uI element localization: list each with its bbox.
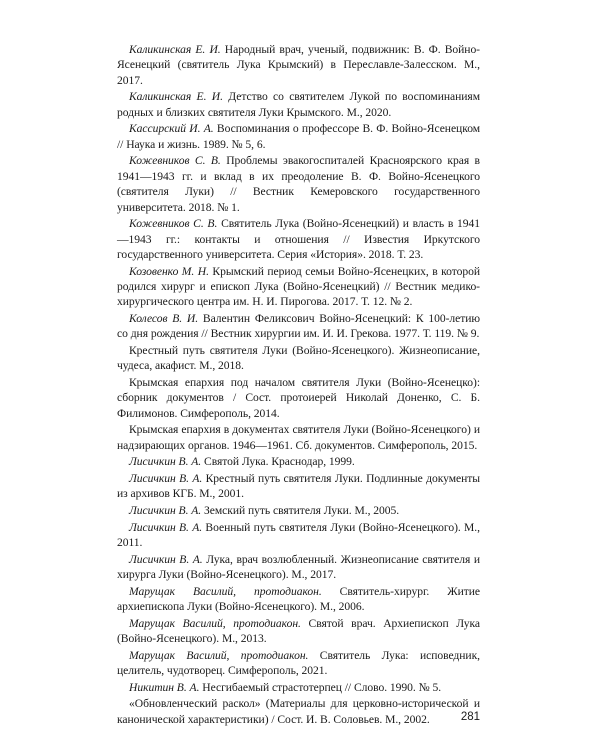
entry-text: Крымская епархия в документах святителя Луки (Войно-Ясенецкого) и надзирающих органов. 1946—1961. Сб. документов. Симферополь, 2015. [117,423,480,452]
entry-author: Лисичкин В. А. [129,504,202,518]
entry-author: Лисичкин В. А. [129,520,203,534]
entry-text: Лука, врач возлюбленный. Жизнеописание святителя и хирурга Луки (Войно-Ясенецкого). М., 2017. [117,552,480,582]
entry-text: Крестный путь святителя Луки (Войно-Ясенецкого). Жизнеописание, чудеса, акафист. М., 2018. [117,344,480,373]
entry-text: Святитель-хирург. Житие архиепископа Луки (Войно-Ясенецкого). М., 2006. [117,584,480,614]
bibliography-entry [117,375,480,421]
entry-text: Святой Лука. Краснодар, 1999. [201,455,355,469]
bibliography-entry [117,343,480,374]
entry-author: Марущак Василий, протодиакон. [129,648,309,662]
bibliography-entry [117,153,480,215]
entry-text: Крестный путь святителя Луки. Подлинные документы из архивов КГБ. М., 2001. [117,472,480,501]
entry-author: Каликинская Е. И. [129,43,221,56]
entry-author: Кожевников С. В. [129,217,218,231]
entry-text: Земский путь святителя Луки. М., 2005. [201,504,400,518]
bibliography-entry [117,311,480,342]
bibliography-entry [117,552,480,583]
bibliography-entry [117,121,480,152]
entry-text: Святитель Лука: исповедник, целитель, чудотворец. Симферополь, 2021. [117,648,480,678]
entry-text: Валентин Феликсович Войно-Ясенецкий: К 100-летию со дня рождения // Вестник хирургии им. И. И. Грекова. 1977. Т. 119. № 9. [117,312,481,341]
bibliography-page [117,42,480,728]
bibliography-entry [117,696,480,727]
entry-text: Детство со святителем Лукой по воспоминаниям родных и близких святителя Луки Крымского. М., 2020. [117,90,480,119]
entry-text: Военный путь святителя Луки (Войно-Ясенецкого). М., 2011. [117,520,481,550]
entry-text: «Обновленческий раскол» (Материалы для церковно-исторической и канонической характеристики) / Сост. И. В. Соловьев. М., 2002. [117,697,480,726]
entry-author: Колесов В. И. [129,312,199,326]
entry-text: Крымский период семьи Войно-Ясенецких, в которой родился хирург и епископ Лука (Войно-Ясенецкий) // Вестник медико-хирургического центра им. Н. И. Пирогова. 2017. Т. 12. № 2. [117,264,480,309]
entry-author: Никитин В. А. [129,680,200,694]
bibliography-entry [117,42,480,88]
bibliography-entry [117,422,480,453]
bibliography-entry [117,648,480,679]
bibliography-entry [117,584,480,615]
entry-author: Лисичкин В. А. [129,472,203,486]
bibliography-entry [117,471,480,502]
bibliography-entry [117,616,480,647]
entry-text: Святитель Лука (Войно-Ясенецкий) и власть в 1941—1943 гг.: контакты и отношения // Известия Иркутского государственного университета. Серия «История». 2018. Т. 23. [117,217,480,262]
bibliography-entry [117,264,480,310]
entry-author: Кассирский И. А. [129,122,214,136]
entry-text: Воспоминания о профессоре В. Ф. Войно-Ясенецком // Наука и жизнь. 1989. № 5, 6. [117,122,481,151]
bibliography-entry [117,216,480,262]
entry-text: Крымская епархия под началом святителя Луки (Войно-Ясенецко): сборник документов / Сост. протоиерей Николай Доненко, С. Б. Филимонов. Симферополь, 2014. [117,376,480,420]
bibliography-entry [117,89,480,120]
entry-text: Несгибаемый страстотерпец // Слово. 1990. № 5. [199,680,442,694]
entry-author: Кожевников С. В. [129,154,221,168]
page-number: 281 [460,711,480,723]
entry-text: Народный врач, ученый, подвижник: В. Ф. Войно-Ясенецкий (святитель Лука Крымский) в Переславле-Залесском. М., 2017. [117,43,480,87]
entry-author: Козовенко М. Н. [129,264,209,278]
bibliography-entry [117,520,480,551]
entry-author: Марущак Василий, протодиакон. [129,584,322,598]
bibliography-entry [117,454,480,469]
entry-author: Лисичкин В. А. [129,455,202,469]
bibliography-entry [117,680,480,695]
entry-text: Проблемы эвакогоспиталей Красноярского края в 1941—1943 гг. и вклад в их преодоление В. Ф. Войно-Ясенецкого (святителя Луки) // Вестник Кемеровского государственного университета. 2018. № 1. [117,154,480,214]
entry-author: Каликинская Е. И. [129,90,223,104]
entry-author: Марущак Василий, протодиакон. [129,616,301,630]
entry-text: Святой врач. Архиепископ Лука (Войно-Ясенецкого). М., 2013. [117,616,481,646]
bibliography-entry [117,503,480,518]
entry-author: Лисичкин В. А. [129,552,203,566]
